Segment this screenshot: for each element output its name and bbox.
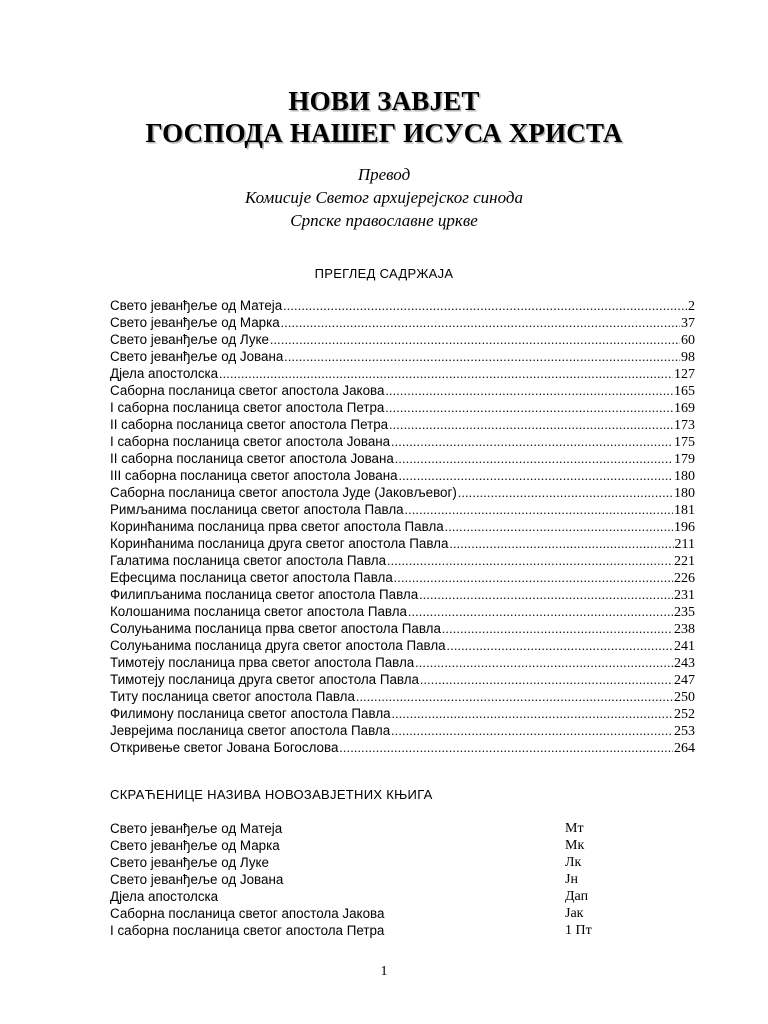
toc-entry-page: 173	[674, 418, 695, 433]
toc-entry-page: 181	[674, 503, 695, 518]
toc-entry-page: 241	[674, 639, 695, 654]
toc-dot-leader	[391, 433, 673, 450]
toc-entry[interactable]	[110, 569, 695, 586]
abbreviation-entry	[110, 837, 630, 854]
toc-entry-page: 221	[674, 554, 695, 569]
subtitle-line-2: Комисије Светог архијерејског синода	[245, 188, 523, 207]
toc-entry[interactable]	[110, 552, 695, 569]
toc-entry-page: 127	[674, 367, 695, 382]
toc-dot-leader	[394, 569, 673, 586]
toc-entry-page: 253	[674, 724, 695, 739]
toc-entry[interactable]	[110, 484, 695, 501]
toc-dot-leader	[458, 484, 673, 501]
toc-dot-leader	[449, 535, 673, 552]
abbreviation-entry	[110, 922, 630, 939]
toc-entry[interactable]	[110, 365, 695, 382]
abbreviations-list	[110, 820, 630, 939]
toc-dot-leader	[399, 467, 673, 484]
toc-entry-page: 169	[674, 401, 695, 416]
toc-entry[interactable]	[110, 535, 695, 552]
toc-dot-leader	[385, 399, 673, 416]
toc-entry[interactable]	[110, 722, 695, 739]
toc-entry-page: 264	[674, 741, 695, 756]
abbreviation-book-name: Саборна посланица светог апостола Јакова	[110, 906, 385, 921]
toc-entry-page: 2	[688, 299, 695, 314]
toc-entry-page: 180	[674, 486, 695, 501]
toc-entry-page: 238	[674, 622, 695, 637]
toc-entry-page: 37	[681, 316, 695, 331]
abbreviation-code: 1 Пт	[565, 923, 592, 938]
abbreviation-code: Јн	[565, 872, 578, 887]
abbreviation-code: Мт	[565, 821, 584, 836]
toc-entry[interactable]	[110, 620, 695, 637]
toc-dot-leader	[391, 722, 673, 739]
toc-entry[interactable]	[110, 450, 695, 467]
toc-heading: ПРЕГЛЕД САДРЖАЈА	[314, 266, 454, 281]
toc-entry-page: 175	[674, 435, 695, 450]
toc-entry[interactable]	[110, 586, 695, 603]
toc-entry-title: Свето јеванђеље од Луке	[110, 332, 269, 347]
abbreviation-entry	[110, 854, 630, 871]
toc-entry[interactable]	[110, 518, 695, 535]
toc-dot-leader	[356, 688, 673, 705]
toc-dot-leader	[389, 416, 673, 433]
toc-entry-page: 196	[674, 520, 695, 535]
toc-dot-leader	[445, 518, 673, 535]
toc-entry-title: I саборна посланица светог апостола Јована	[110, 434, 391, 449]
toc-entry-title: Саборна посланица светог апостола Јуде (Јаковљевог)	[110, 485, 457, 500]
toc-entry[interactable]	[110, 501, 695, 518]
abbreviation-code: Лк	[565, 855, 582, 870]
abbreviation-book-name: Свето јеванђеље од Марка	[110, 838, 280, 853]
toc-dot-leader	[392, 705, 673, 722]
abbreviation-book-name: Дјела апостолска	[110, 889, 219, 904]
toc-entry-page: 211	[674, 537, 695, 552]
toc-dot-leader	[419, 586, 673, 603]
toc-dot-leader	[283, 297, 687, 314]
abbreviations-heading: СКРАЋЕНИЦЕ НАЗИВА НОВОЗАВЈЕТНИХ КЊИГА	[110, 787, 433, 802]
toc-dot-leader	[415, 654, 673, 671]
toc-dot-leader	[385, 382, 673, 399]
toc-dot-leader	[395, 450, 673, 467]
toc-dot-leader	[219, 365, 673, 382]
toc-entry-title: Свето јеванђеље од Јована	[110, 349, 284, 364]
toc-entry-title: Јеврејима посланица светог апостола Павла	[110, 723, 391, 738]
toc-dot-leader	[284, 348, 680, 365]
toc-entry-page: 243	[674, 656, 695, 671]
abbreviation-book-name: I саборна посланица светог апостола Петра	[110, 923, 385, 938]
translation-credit	[0, 163, 768, 232]
toc-entry-title: Ефесцима посланица светог апостола Павла	[110, 570, 393, 585]
toc-dot-leader	[339, 739, 673, 756]
toc-entry-page: 252	[674, 707, 695, 722]
toc-entry-title: Филипљанима посланица светог апостола Павла	[110, 587, 419, 602]
toc-entry[interactable]	[110, 399, 695, 416]
toc-entry-page: 98	[681, 350, 695, 365]
toc-dot-leader	[408, 603, 673, 620]
toc-entry-title: II саборна посланица светог апостола Јована	[110, 451, 394, 466]
toc-entry-title: Галатима посланица светог апостола Павла	[110, 553, 387, 568]
toc-entry-page: 235	[674, 605, 695, 620]
toc-entry-page: 231	[674, 588, 695, 603]
toc-entry-page: 60	[681, 333, 695, 348]
title-line-1: НОВИ ЗАВЈЕТ	[288, 86, 480, 116]
toc-entry-title: Тимотеју посланица прва светог апостола Павла	[110, 655, 415, 670]
toc-entry-title: Свето јеванђеље од Марка	[110, 315, 280, 330]
abbreviation-entry	[110, 888, 630, 905]
toc-dot-leader	[281, 314, 680, 331]
toc-entry-title: Тимотеју посланица друга светог апостола Павла	[110, 672, 419, 687]
toc-entry-title: Филимону посланица светог апостола Павла	[110, 706, 391, 721]
toc-entry[interactable]	[110, 467, 695, 484]
table-of-contents	[110, 297, 695, 756]
toc-entry-page: 180	[674, 469, 695, 484]
abbreviation-code: Дап	[565, 889, 589, 904]
toc-entry-title: Коринћанима посланица друга светог апостола Павла	[110, 536, 449, 551]
toc-entry-title: Свето јеванђеље од Матеја	[110, 298, 283, 313]
abbreviation-code: Мк	[565, 838, 585, 853]
toc-dot-leader	[270, 331, 680, 348]
toc-entry[interactable]	[110, 603, 695, 620]
toc-entry-title: Колошанима посланица светог апостола Павла	[110, 604, 407, 619]
toc-entry[interactable]	[110, 739, 695, 756]
toc-entry-title: I саборна посланица светог апостола Петра	[110, 400, 385, 415]
toc-entry[interactable]	[110, 314, 695, 331]
page-number: 1	[380, 964, 388, 979]
toc-entry-page: 165	[674, 384, 695, 399]
toc-entry-title: Солуњанима посланица прва светог апостола Павла	[110, 621, 441, 636]
toc-entry-page: 250	[674, 690, 695, 705]
toc-entry[interactable]	[110, 331, 695, 348]
toc-entry[interactable]	[110, 348, 695, 365]
abbreviation-entry	[110, 905, 630, 922]
toc-dot-leader	[442, 620, 673, 637]
abbreviation-book-name: Свето јеванђеље од Матеја	[110, 821, 283, 836]
subtitle-line-1: Превод	[357, 165, 411, 184]
toc-entry-page: 247	[674, 673, 695, 688]
abbreviation-code: Јак	[565, 906, 584, 921]
toc-entry-title: Титу посланица светог апостола Павла	[110, 689, 355, 704]
toc-entry-page: 179	[674, 452, 695, 467]
toc-dot-leader	[405, 501, 673, 518]
toc-entry-title: Дјела апостолска	[110, 366, 219, 381]
toc-entry-title: Коринћанима посланица прва светог апостола Павла	[110, 519, 444, 534]
toc-entry[interactable]	[110, 297, 695, 314]
toc-dot-leader	[387, 552, 673, 569]
toc-entry[interactable]	[110, 654, 695, 671]
toc-entry-title: Римљанима посланица светог апостола Павла	[110, 502, 404, 517]
toc-entry-title: Откривење светог Јована Богослова	[110, 740, 339, 755]
toc-entry[interactable]	[110, 671, 695, 688]
abbreviation-entry	[110, 871, 630, 888]
toc-entry[interactable]	[110, 637, 695, 654]
title-line-2: ГОСПОДА НАШЕГ ИСУСА ХРИСТА	[145, 118, 623, 148]
toc-entry-title: II саборна посланица светог апостола Петра	[110, 417, 389, 432]
abbreviation-book-name: Свето јеванђеље од Луке	[110, 855, 269, 870]
toc-entry[interactable]	[110, 688, 695, 705]
document-title	[0, 85, 768, 149]
toc-entry-title: Солуњанима посланица друга светог апостола Павла	[110, 638, 446, 653]
toc-entry-page: 226	[674, 571, 695, 586]
subtitle-line-3: Српске православне цркве	[290, 211, 478, 230]
toc-dot-leader	[447, 637, 673, 654]
toc-entry[interactable]	[110, 705, 695, 722]
abbreviation-entry	[110, 820, 630, 837]
abbreviation-book-name: Свето јеванђеље од Јована	[110, 872, 284, 887]
toc-entry[interactable]	[110, 382, 695, 399]
toc-entry-title: III саборна посланица светог апостола Јована	[110, 468, 398, 483]
toc-entry[interactable]	[110, 416, 695, 433]
toc-dot-leader	[420, 671, 673, 688]
toc-entry-title: Саборна посланица светог апостола Јакова	[110, 383, 385, 398]
toc-entry[interactable]	[110, 433, 695, 450]
